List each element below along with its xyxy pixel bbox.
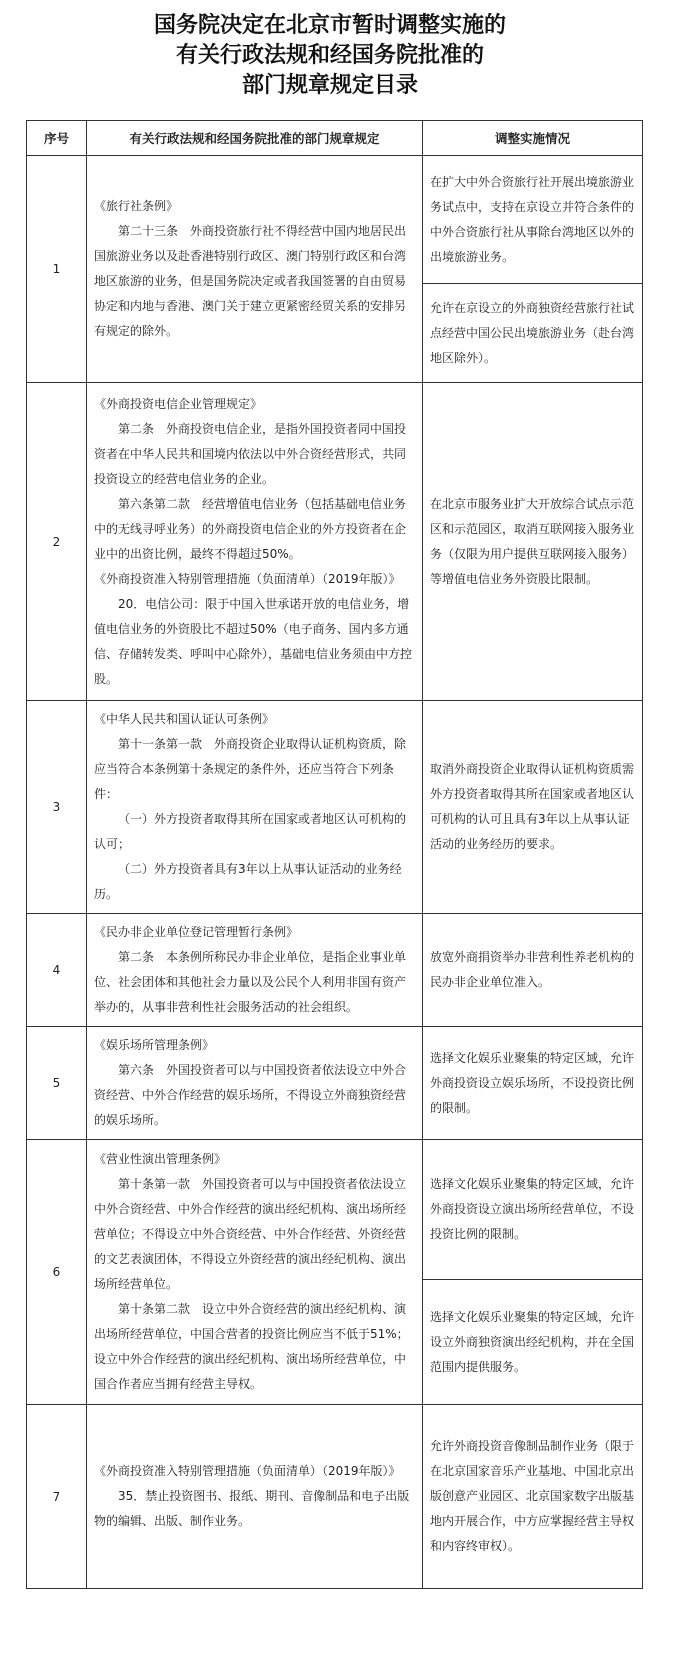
regulation-cell [87,1140,423,1405]
title-line-3: 部门规章规定目录 [241,72,418,98]
regulation-paragraph: 《外商投资准入特别管理措施（负面清单）（2019年版）》 [94,1464,401,1478]
row-number: 7 [27,1405,87,1589]
regulation-paragraph: 第十一条第一款 外商投资企业取得认证机构资质，除应当符合本条例第十条规定的条件外，还应当符合下列条件： [94,737,407,801]
regulation-cell [87,701,423,914]
regulation-paragraph: 《外商投资电信企业管理规定》 [94,396,263,411]
regulation-paragraph: （二）外方投资者具有3年以上从事认证活动的业务经历。 [94,862,402,901]
adjustment-cell: 选择文化娱乐业聚集的特定区域，允许外商投资设立演出场所经营单位，不设投资比例的限制。 [423,1140,643,1280]
row-number: 2 [27,383,87,701]
regulation-paragraph: 第二十三条 外商投资旅行社不得经营中国内地居民出国旅游业务以及赴香港特别行政区、澳门特别行政区和台湾地区旅游的业务，但是国务院决定或者我国签署的自由贸易协定和内地与香港、澳门关于建立更紧密经贸关系的安排另有规定的除外。 [94,224,407,338]
adjustment-cell: 选择文化娱乐业聚集的特定区域，允许设立外商独资演出经纪机构，并在全国范围内提供服务。 [423,1280,643,1405]
header-adjustment: 调整实施情况 [423,121,643,156]
regulation-paragraph: 20．电信公司：限于中国入世承诺开放的电信业务，增值电信业务的外资股比不超过50%（电子商务、国内多方通信、存储转发类、呼叫中心除外），基础电信业务须由中方控股。 [94,596,413,686]
table-row [27,156,643,284]
regulation-cell [87,156,423,383]
table-row [27,383,643,701]
regulation-paragraph: 第六条 外国投资者可以与中国投资者依法设立中外合资经营、中外合作经营的娱乐场所，不得设立外商独资经营的娱乐场所。 [94,1063,407,1127]
table-row [27,914,643,1027]
row-number: 5 [27,1027,87,1140]
row-number: 6 [27,1140,87,1405]
regulation-paragraph: 《中华人民共和国认证认可条例》 [94,712,275,726]
regulation-paragraph: 第十条第一款 外国投资者可以与中国投资者依法设立中外合资经营、中外合作经营的演出经纪机构、演出场所经营单位；不得设立中外合资经营、中外合作经营、外资经营的文艺表演团体，不得设立外资经营的演出经纪机构、演出场所经营单位。 [94,1177,407,1291]
regulation-paragraph: 《民办非企业单位登记管理暂行条例》 [94,925,299,939]
regulation-paragraph: 第十条第二款 设立中外合资经营的演出经纪机构、演出场所经营单位，中国合营者的投资比例应当不低于51%；设立中外合作经营的演出经纪机构、演出场所经营单位，中国合作者应当拥有经营主导权。 [94,1302,409,1391]
regulation-paragraph: 第二条 本条例所称民办非企业单位，是指企业事业单位、社会团体和其他社会力量以及公民个人利用非国有资产举办的，从事非营利性社会服务活动的社会组织。 [94,950,407,1014]
regulation-paragraph: 《娱乐场所管理条例》 [94,1038,215,1052]
table-header-row [27,121,643,156]
regulation-cell [87,914,423,1027]
adjustment-cell: 取消外商投资企业取得认证机构资质需外方投资者取得其所在国家或者地区认可机构的认可且具有3年以上从事认证活动的业务经历的要求。 [423,701,643,914]
regulation-paragraph: （一）外方投资者取得其所在国家或者地区认可机构的认可； [94,812,407,851]
regulation-cell [87,1405,423,1589]
regulation-paragraph: 《外商投资准入特别管理措施（负面清单）（2019年版）》 [94,571,401,586]
regulation-paragraph: 第六条第二款 经营增值电信业务（包括基础电信业务中的无线寻呼业务）的外商投资电信企业的外方投资者在企业中的出资比例，最终不得超过50%。 [94,496,407,561]
regulation-cell [87,383,423,701]
regulation-paragraph: 《旅行社条例》 [94,199,179,213]
adjustment-cell: 允许在京设立的外商独资经营旅行社试点经营中国公民出境旅游业务（赴台湾地区除外）。 [423,284,643,383]
adjustment-cell: 在扩大中外合资旅行社开展出境旅游业务试点中，支持在京设立并符合条件的中外合资旅行社从事除台湾地区以外的出境旅游业务。 [423,156,643,284]
regulation-paragraph: 第二条 外商投资电信企业，是指外国投资者同中国投资者在中华人民共和国境内依法以中外合资经营形式，共同投资设立的经营电信业务的企业。 [94,421,407,486]
adjustment-cell: 允许外商投资音像制品制作业务（限于在北京国家音乐产业基地、中国北京出版创意产业园区、北京国家数字出版基地内开展合作，中方应掌握经营主导权和内容终审权）。 [423,1405,643,1589]
regulation-paragraph: 《营业性演出管理条例》 [94,1152,227,1166]
adjustment-cell: 在北京市服务业扩大开放综合试点示范区和示范园区，取消互联网接入服务业务（仅限为用户提供互联网接入服务）等增值电信业务外资股比限制。 [423,383,643,701]
row-number: 1 [27,156,87,383]
row-number: 3 [27,701,87,914]
adjustment-cell: 放宽外商捐资举办非营利性养老机构的民办非企业单位准入。 [423,914,643,1027]
regulation-cell [87,1027,423,1140]
title-line-2: 有关行政法规和经国务院批准的 [175,42,484,68]
table-body [27,156,643,1589]
row-number: 4 [27,914,87,1027]
table-row [27,1027,643,1140]
header-no: 序号 [27,121,87,156]
header-regulation: 有关行政法规和经国务院批准的部门规章规定 [87,121,423,156]
table-row [27,1140,643,1280]
regulation-paragraph: 35．禁止投资图书、报纸、期刊、音像制品和电子出版物的编辑、出版、制作业务。 [94,1489,410,1528]
title-line-1: 国务院决定在北京市暂时调整实施的 [153,12,506,38]
adjustment-cell: 选择文化娱乐业聚集的特定区域，允许外商投资设立娱乐场所，不设投资比例的限制。 [423,1027,643,1140]
regulation-table [26,120,643,1589]
table-row [27,1405,643,1589]
document-title [0,10,660,100]
table-row [27,701,643,914]
